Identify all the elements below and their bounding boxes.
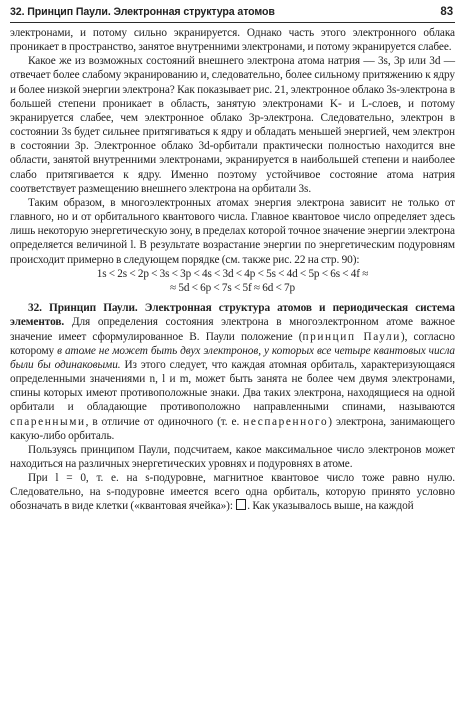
paragraph-s-sublevel [10, 471, 455, 513]
energy-order-formula-line1: 1s < 2s < 2p < 3s < 3p < 4s < 3d < 4p < 5s < 4d < 5p < 6s < 4f ≈ [96, 267, 369, 280]
book-page [10, 6, 455, 712]
s-sublevel-text-a: При l = 0, т. е. на s-подуровне, магнитное квантовое число тоже равно нулю. Следовательно, на s-подуровне имеется всего одна орбиталь, которую принято условно обозначать в виде клетки («квантовая ячейка»): [10, 472, 455, 513]
pauli-text-e: ) электрона, занимающего какую-либо орбиталь. [10, 415, 455, 442]
body-text [10, 26, 455, 514]
unpaired-term: неспаренного [243, 415, 329, 428]
paragraph-sodium-screening: Какое же из возможных состояний внешнего электрона атома натрия — 3s, 3p или 3d — отвечает более слабому экранированию и, следовательно, более сильному притяжению к ядру и более низкой энергии электрона? Как показывает рис. 21, электронное облако 3s-электрона в большей степени проникает в область, занятую электронами K- и L-слоев, и потому экранируется слабее, чем электронное облако 3p-электрона. Следовательно, электрон в состоянии 3s будет сильнее притягиваться к ядру и обладать меньшей энергией, чем электрон в состоянии 3p. Электронное облако 3d-орбитали практически полностью находится вне области, занятой внутренними электронами, экранируется в наибольшей степени и наиболее слабо притягивается к ядру. Именно поэтому устойчивое состояние атома натрия соответствует размещению внешнего электрона на орбитали 3s. [10, 55, 455, 195]
pauli-text-a: Для определения состояния электрона в многоэлектронном атоме важное значение имеет сформулированное В. Паули положение ( [10, 316, 455, 343]
paired-term: спаренными [10, 415, 86, 428]
paragraph-pauli-principle [10, 301, 455, 443]
paragraph-continuation: электронами, и потому сильно экранируется. Однако часть этого электронного облака проникает в пространство, занятое внутренними электронами, и потому экранируется слабее. [10, 27, 455, 54]
pauli-text-d: , в отличие от одиночного (т. е. [85, 415, 244, 428]
page-number: 83 [440, 6, 453, 18]
paragraph-max-electrons: Пользуясь принципом Паули, подсчитаем, какое максимальное число электронов может находиться на различных энергетических уровнях и подуровнях в атоме. [10, 443, 455, 470]
energy-order-formula-line2: ≈ 5d < 6p < 7s < 5f ≈ 6d < 7p [169, 281, 295, 294]
section-heading: 32. Принцип Паули. Электронная структура атомов и периодическая система элементов. [10, 302, 455, 329]
pauli-text-b: ), согласно которому [10, 330, 455, 357]
pauli-text-c: Из этого следует, что каждая атомная орбиталь, характеризующаяся определенными значениями n, l и m, может быть занята не более чем двумя электронами, спины которых имеют противоположные знаки. Два таких электрона, находящиеся на одной орбитали и обладающие противоположно направленными спинами, называются [10, 358, 456, 414]
running-head-title: 32. Принцип Паули. Электронная структура атомов [10, 6, 275, 18]
pauli-statement-italic: в атоме не может быть двух электронов, у которых все четыре квантовых числа были бы одинаковыми. [10, 344, 455, 371]
s-sublevel-text-b: . Как указывалось выше, на каждой [247, 500, 414, 513]
running-head [10, 6, 455, 23]
paragraph-energy-order: Таким образом, в многоэлектронных атомах энергия электрона зависит не только от главного, но и от орбитального квантового числа. Главное квантовое число определяет здесь лишь некоторую энергетическую зону, в пределах которой точное значение энергии электрона определяется величиной l. В результате возрастание энергии по энергетическим подуровням происходит примерно в следующем порядке (см. также рис. 22 на стр. 90): [10, 196, 455, 266]
quantum-cell-icon [236, 499, 246, 510]
pauli-principle-term: принцип Паули [302, 330, 401, 343]
